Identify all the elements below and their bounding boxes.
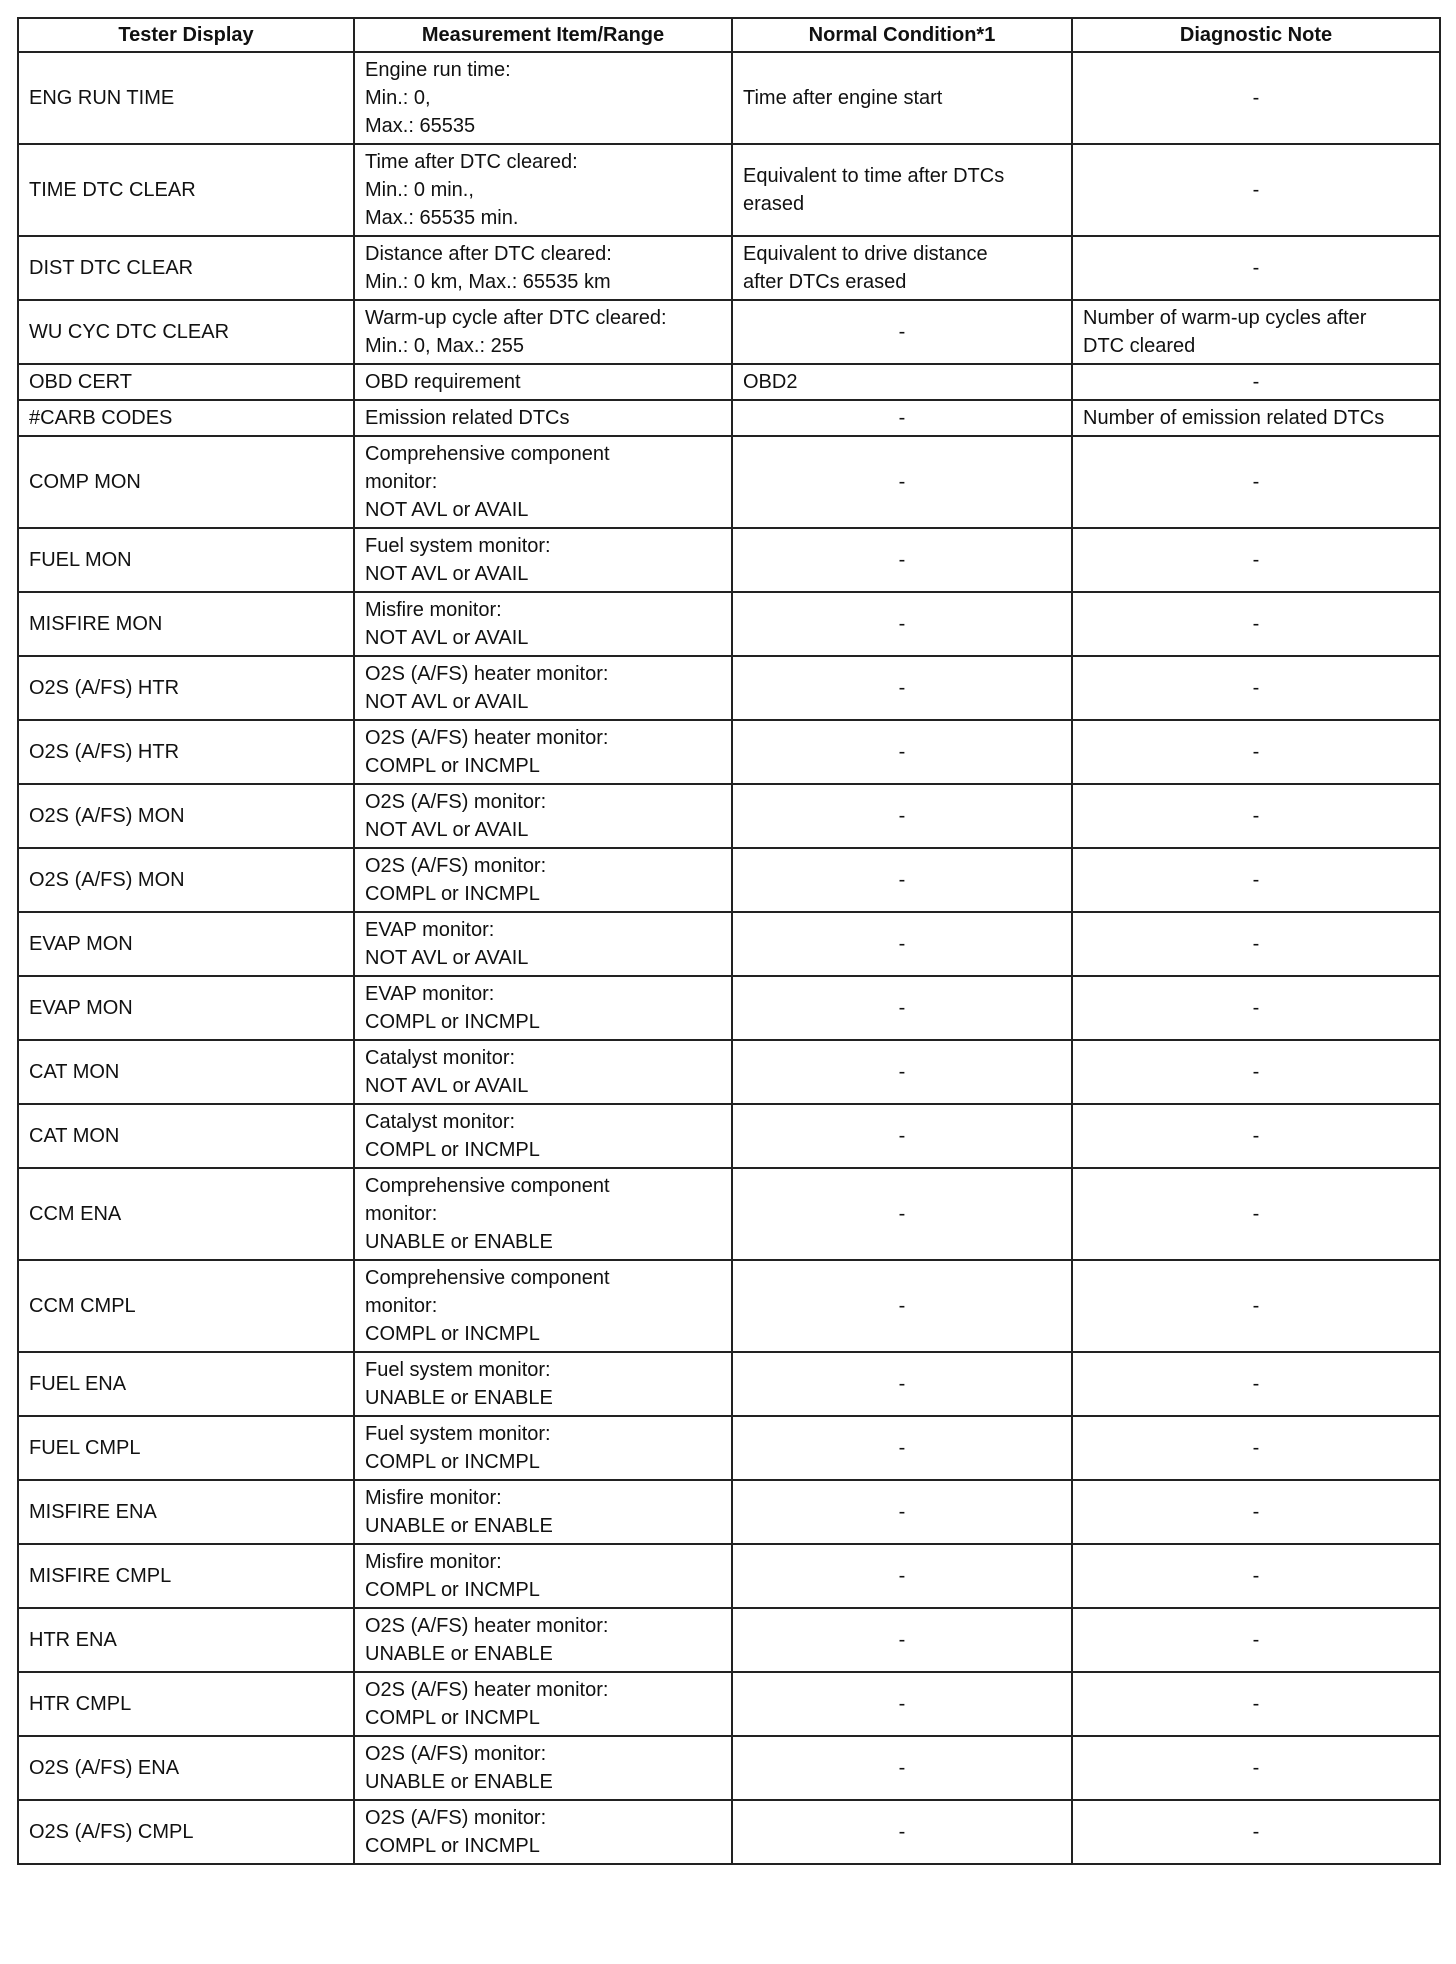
diagnostic-note-cell: - — [1072, 1672, 1440, 1736]
table-row — [18, 1104, 1440, 1168]
tester-display-cell: CAT MON — [18, 1104, 354, 1168]
measurement-item-cell: Misfire monitor: UNABLE or ENABLE — [354, 1480, 732, 1544]
table-row — [18, 1480, 1440, 1544]
table-row — [18, 1800, 1440, 1864]
diagnostic-note-cell: - — [1072, 1800, 1440, 1864]
table-row — [18, 364, 1440, 400]
table-row — [18, 912, 1440, 976]
tester-display-cell: EVAP MON — [18, 976, 354, 1040]
normal-condition-cell: Equivalent to time after DTCs erased — [732, 144, 1072, 236]
measurement-item-cell: O2S (A/FS) heater monitor: NOT AVL or AVAIL — [354, 656, 732, 720]
table-row — [18, 592, 1440, 656]
diagnostic-note-cell: - — [1072, 656, 1440, 720]
tester-display-cell: #CARB CODES — [18, 400, 354, 436]
diagnostic-note-cell: - — [1072, 1544, 1440, 1608]
tester-display-cell: CAT MON — [18, 1040, 354, 1104]
diagnostic-note-cell: - — [1072, 592, 1440, 656]
diagnostic-note-cell: - — [1072, 912, 1440, 976]
diagnostic-note-cell: - — [1072, 848, 1440, 912]
normal-condition-cell: - — [732, 1104, 1072, 1168]
tester-display-cell: O2S (A/FS) HTR — [18, 656, 354, 720]
table-row — [18, 976, 1440, 1040]
measurement-item-cell: Misfire monitor: NOT AVL or AVAIL — [354, 592, 732, 656]
normal-condition-cell: - — [732, 912, 1072, 976]
measurement-item-cell: O2S (A/FS) monitor: COMPL or INCMPL — [354, 1800, 732, 1864]
tester-display-cell: MISFIRE CMPL — [18, 1544, 354, 1608]
table-row — [18, 1736, 1440, 1800]
measurement-item-cell: Fuel system monitor: NOT AVL or AVAIL — [354, 528, 732, 592]
measurement-item-cell: Time after DTC cleared: Min.: 0 min., Max.: 65535 min. — [354, 144, 732, 236]
tester-display-cell: O2S (A/FS) MON — [18, 784, 354, 848]
table-body — [18, 52, 1440, 1864]
tester-display-cell: FUEL MON — [18, 528, 354, 592]
normal-condition-cell: - — [732, 436, 1072, 528]
table-row — [18, 1168, 1440, 1260]
measurement-item-cell: Fuel system monitor: UNABLE or ENABLE — [354, 1352, 732, 1416]
diagnostic-note-cell: - — [1072, 784, 1440, 848]
tester-display-cell: FUEL ENA — [18, 1352, 354, 1416]
tester-display-cell: FUEL CMPL — [18, 1416, 354, 1480]
diagnostic-note-cell: - — [1072, 1104, 1440, 1168]
measurement-item-cell: Comprehensive component monitor: UNABLE or ENABLE — [354, 1168, 732, 1260]
measurement-item-cell: Comprehensive component monitor: COMPL or INCMPL — [354, 1260, 732, 1352]
table-row — [18, 144, 1440, 236]
normal-condition-cell: OBD2 — [732, 364, 1072, 400]
tester-display-cell: CCM CMPL — [18, 1260, 354, 1352]
normal-condition-cell: - — [732, 1672, 1072, 1736]
measurement-item-cell: Comprehensive component monitor: NOT AVL or AVAIL — [354, 436, 732, 528]
table-row — [18, 1416, 1440, 1480]
normal-condition-cell: - — [732, 1736, 1072, 1800]
header-row — [18, 18, 1440, 52]
measurement-item-cell: Engine run time: Min.: 0, Max.: 65535 — [354, 52, 732, 144]
normal-condition-cell: - — [732, 1260, 1072, 1352]
diagnostic-note-cell: - — [1072, 1416, 1440, 1480]
normal-condition-cell: - — [732, 1544, 1072, 1608]
header-diagnostic-note: Diagnostic Note — [1072, 18, 1440, 52]
measurement-item-cell: EVAP monitor: NOT AVL or AVAIL — [354, 912, 732, 976]
tester-display-cell: O2S (A/FS) CMPL — [18, 1800, 354, 1864]
tester-display-cell: HTR CMPL — [18, 1672, 354, 1736]
normal-condition-cell: Equivalent to drive distance after DTCs erased — [732, 236, 1072, 300]
diagnostic-note-cell: - — [1072, 1260, 1440, 1352]
tester-display-cell: EVAP MON — [18, 912, 354, 976]
table-row — [18, 1260, 1440, 1352]
measurement-item-cell: OBD requirement — [354, 364, 732, 400]
measurement-item-cell: EVAP monitor: COMPL or INCMPL — [354, 976, 732, 1040]
normal-condition-cell: - — [732, 1040, 1072, 1104]
normal-condition-cell: - — [732, 1608, 1072, 1672]
normal-condition-cell: - — [732, 720, 1072, 784]
measurement-item-cell: Fuel system monitor: COMPL or INCMPL — [354, 1416, 732, 1480]
table-row — [18, 1544, 1440, 1608]
table-row — [18, 1608, 1440, 1672]
table-row — [18, 528, 1440, 592]
measurement-item-cell: Warm-up cycle after DTC cleared: Min.: 0, Max.: 255 — [354, 300, 732, 364]
table-row — [18, 300, 1440, 364]
tester-display-cell: CCM ENA — [18, 1168, 354, 1260]
normal-condition-cell: Time after engine start — [732, 52, 1072, 144]
measurement-item-cell: O2S (A/FS) heater monitor: UNABLE or ENABLE — [354, 1608, 732, 1672]
header-normal-condition: Normal Condition*1 — [732, 18, 1072, 52]
measurement-item-cell: O2S (A/FS) monitor: NOT AVL or AVAIL — [354, 784, 732, 848]
normal-condition-cell: - — [732, 1480, 1072, 1544]
table-row — [18, 1040, 1440, 1104]
table-row — [18, 436, 1440, 528]
normal-condition-cell: - — [732, 848, 1072, 912]
normal-condition-cell: - — [732, 656, 1072, 720]
measurement-item-cell: Catalyst monitor: COMPL or INCMPL — [354, 1104, 732, 1168]
diagnostic-note-cell: - — [1072, 1352, 1440, 1416]
tester-display-cell: OBD CERT — [18, 364, 354, 400]
table-row — [18, 1672, 1440, 1736]
tester-display-cell: O2S (A/FS) HTR — [18, 720, 354, 784]
header-tester-display: Tester Display — [18, 18, 354, 52]
measurement-item-cell: Catalyst monitor: NOT AVL or AVAIL — [354, 1040, 732, 1104]
header-measurement-item: Measurement Item/Range — [354, 18, 732, 52]
tester-display-cell: DIST DTC CLEAR — [18, 236, 354, 300]
tester-display-table — [17, 17, 1441, 1865]
measurement-item-cell: O2S (A/FS) heater monitor: COMPL or INCMPL — [354, 720, 732, 784]
table-row — [18, 400, 1440, 436]
tester-display-cell: WU CYC DTC CLEAR — [18, 300, 354, 364]
normal-condition-cell: - — [732, 1800, 1072, 1864]
table-row — [18, 1352, 1440, 1416]
tester-display-cell: TIME DTC CLEAR — [18, 144, 354, 236]
tester-display-cell: O2S (A/FS) MON — [18, 848, 354, 912]
normal-condition-cell: - — [732, 528, 1072, 592]
tester-display-cell: ENG RUN TIME — [18, 52, 354, 144]
normal-condition-cell: - — [732, 400, 1072, 436]
table-header — [18, 18, 1440, 52]
tester-display-cell: COMP MON — [18, 436, 354, 528]
diagnostic-note-cell: - — [1072, 1736, 1440, 1800]
normal-condition-cell: - — [732, 1352, 1072, 1416]
diagnostic-note-cell: - — [1072, 364, 1440, 400]
normal-condition-cell: - — [732, 976, 1072, 1040]
diagnostic-note-cell: - — [1072, 1040, 1440, 1104]
measurement-item-cell: Emission related DTCs — [354, 400, 732, 436]
diagnostic-note-cell: - — [1072, 236, 1440, 300]
tester-display-cell: MISFIRE ENA — [18, 1480, 354, 1544]
diagnostic-note-cell: - — [1072, 1608, 1440, 1672]
diagnostic-note-cell: Number of warm-up cycles after DTC cleared — [1072, 300, 1440, 364]
measurement-item-cell: Distance after DTC cleared: Min.: 0 km, Max.: 65535 km — [354, 236, 732, 300]
normal-condition-cell: - — [732, 784, 1072, 848]
measurement-item-cell: O2S (A/FS) monitor: UNABLE or ENABLE — [354, 1736, 732, 1800]
normal-condition-cell: - — [732, 1416, 1072, 1480]
diagnostic-note-cell: - — [1072, 52, 1440, 144]
diagnostic-note-cell: - — [1072, 144, 1440, 236]
diagnostic-note-cell: - — [1072, 1480, 1440, 1544]
diagnostic-note-cell: - — [1072, 528, 1440, 592]
measurement-item-cell: Misfire monitor: COMPL or INCMPL — [354, 1544, 732, 1608]
table-row — [18, 720, 1440, 784]
measurement-item-cell: O2S (A/FS) heater monitor: COMPL or INCMPL — [354, 1672, 732, 1736]
tester-display-cell: MISFIRE MON — [18, 592, 354, 656]
measurement-item-cell: O2S (A/FS) monitor: COMPL or INCMPL — [354, 848, 732, 912]
normal-condition-cell: - — [732, 1168, 1072, 1260]
table-row — [18, 656, 1440, 720]
tester-display-cell: HTR ENA — [18, 1608, 354, 1672]
diagnostic-note-cell: - — [1072, 720, 1440, 784]
table-row — [18, 236, 1440, 300]
diagnostic-note-cell: - — [1072, 436, 1440, 528]
table-row — [18, 52, 1440, 144]
diagnostic-note-cell: - — [1072, 1168, 1440, 1260]
diagnostic-note-cell: Number of emission related DTCs — [1072, 400, 1440, 436]
diagnostic-note-cell: - — [1072, 976, 1440, 1040]
table-row — [18, 784, 1440, 848]
normal-condition-cell: - — [732, 300, 1072, 364]
table-row — [18, 848, 1440, 912]
normal-condition-cell: - — [732, 592, 1072, 656]
tester-display-cell: O2S (A/FS) ENA — [18, 1736, 354, 1800]
